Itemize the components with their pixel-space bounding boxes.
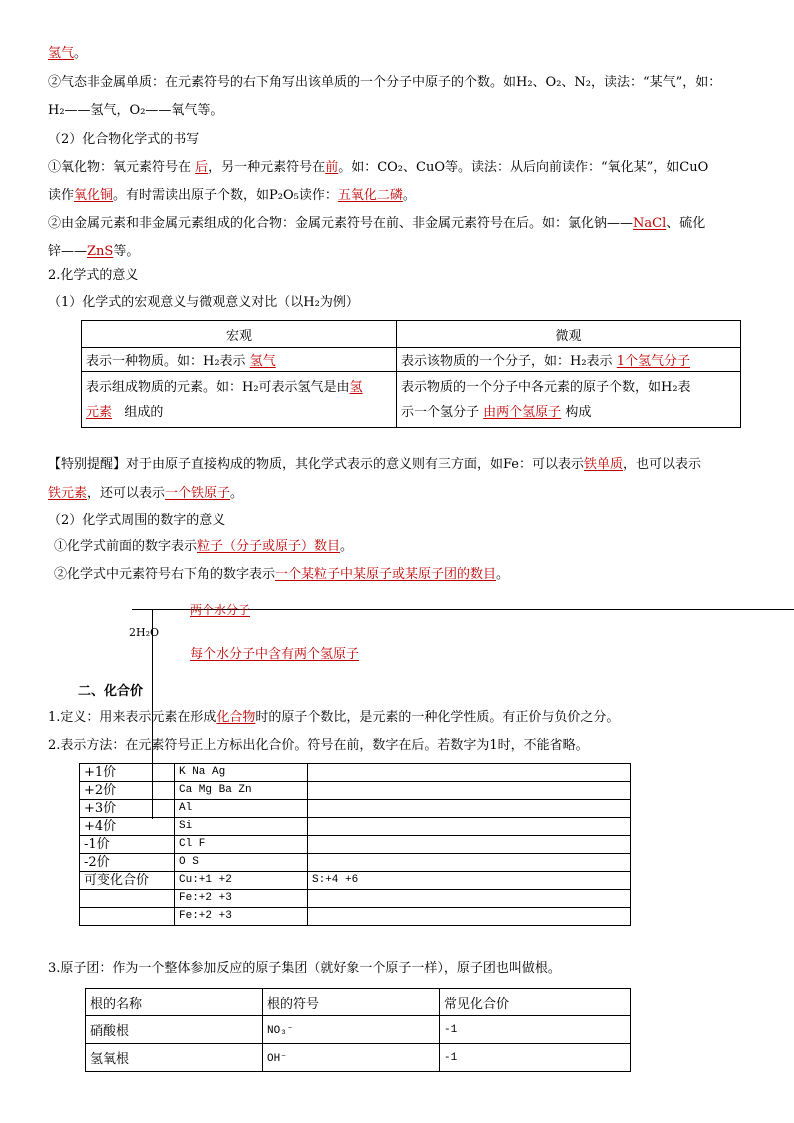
radical-valence: -1	[440, 1016, 631, 1044]
valence-label: +2价	[80, 782, 175, 800]
line-3: H₂——氢气，O₂——氧气等。	[48, 103, 224, 118]
line-5: ①氧化物：氧元素符号在 后，另一种元素符号在前。如：CO₂、CuO等。读法：从后向前读作：“氧化某”，如CuO	[48, 160, 709, 175]
valence-label: 可变化合价	[80, 872, 175, 890]
valence-row	[80, 890, 631, 908]
radical-symbol: OH⁻	[263, 1044, 440, 1072]
valence-row	[80, 836, 631, 854]
valence-elements: K Na Ag	[175, 764, 308, 782]
radical-symbol: NO₃⁻	[263, 1016, 440, 1044]
valence-table	[79, 763, 631, 926]
numbers-title: （2）化学式周围的数字的意义	[48, 513, 226, 528]
answer-nacl: NaCl	[633, 216, 667, 231]
tip-line-2: 铁元素，还可以表示一个铁原子。	[48, 486, 244, 501]
line-2: ②气态非金属单质：在元素符号的右下角写出该单质的一个分子中原子的个数。如H₂、O₂、N₂，读法：“某气”，如：	[48, 75, 722, 90]
valence-elements: Ca Mg Ba Zn	[175, 782, 308, 800]
valence-label: +4价	[80, 818, 175, 836]
valence-label: -1价	[80, 836, 175, 854]
valence-elements: O S	[175, 854, 308, 872]
numbers-line-2: ②化学式中元素符号右下角的数字表示一个某粒子中某原子或某原子团的数目。	[54, 567, 510, 582]
valence-elements: Cl F	[175, 836, 308, 854]
valence-extra	[308, 818, 631, 836]
radicals-intro: 3.原子团：作为一个整体参加反应的原子集团（就好象一个原子一样），原子团也叫做根。	[48, 961, 561, 976]
valence-label	[80, 908, 175, 926]
valence-heading: 二、化合价	[78, 684, 144, 699]
line-6: 读作氧化铜。有时需读出原子个数，如P₂O₅读作：五氧化二磷。	[48, 188, 416, 203]
valence-row	[80, 908, 631, 926]
cell-micro-1: 表示该物质的一个分子，如：H₂表示 1个氢气分子	[397, 348, 741, 372]
cell-macro-1: 表示一种物质。如：H₂表示 氢气	[82, 348, 397, 372]
line-7: ②由金属元素和非金属元素组成的化合物：金属元素符号在前、非金属元素符号在后。如：氯化钠——NaCl、硫化	[48, 216, 706, 231]
meaning-table	[81, 320, 741, 428]
answer-p2o5: 五氧化二磷	[337, 188, 403, 203]
answer-before: 前	[325, 160, 339, 175]
valence-row	[80, 872, 631, 890]
annotation-two-water: 两个水分子	[190, 603, 251, 617]
valence-method: 2.表示方法：在元素符号正上方标出化合价。符号在前，数字在后。若数字为1时，不能省略。	[48, 738, 589, 753]
tip-line-1: 【特别提醒】对于由原子直接构成的物质，其化学式表示的意义则有三方面，如Fe：可以表示铁单质，也可以表示	[48, 457, 702, 472]
valence-row	[80, 764, 631, 782]
answer-copper-oxide: 氧化铜	[74, 188, 114, 203]
valence-extra	[308, 836, 631, 854]
line-9: 2.化学式的意义	[48, 268, 139, 283]
valence-elements: Cu:+1 +2	[175, 872, 308, 890]
radical-name: 氢氧根	[86, 1044, 263, 1072]
line-8: 锌——ZnS等。	[48, 244, 140, 259]
formula-2h2o: 2H₂O	[129, 626, 160, 639]
valence-elements: Al	[175, 800, 308, 818]
valence-extra	[308, 854, 631, 872]
radicals-table	[85, 988, 631, 1072]
numbers-line-1: ①化学式前面的数字表示粒子（分子或原子）数目。	[54, 539, 354, 554]
line-4: （2）化合物化学式的书写	[48, 132, 200, 147]
valence-extra	[308, 908, 631, 926]
line-1: 氢气。	[48, 46, 88, 61]
valence-extra	[308, 800, 631, 818]
valence-row	[80, 782, 631, 800]
valence-extra: S:+4 +6	[308, 872, 631, 890]
radical-valence: -1	[440, 1044, 631, 1072]
cell-macro-2: 表示组成物质的元素。如：H₂可表示氢气是由氢 元素 组成的	[82, 372, 397, 428]
valence-elements: Fe:+2 +3	[175, 890, 308, 908]
answer-zns: ZnS	[87, 244, 114, 259]
valence-elements: Si	[175, 818, 308, 836]
cell-micro-2: 表示物质的一个分子中各元素的原子个数，如H₂表 示一个氢分子 由两个氢原子 构成	[397, 372, 741, 428]
valence-label: +1价	[80, 764, 175, 782]
valence-row	[80, 818, 631, 836]
radicals-header: 根的名称	[86, 989, 263, 1016]
valence-definition: 1.定义：用来表示元素在形成化合物时的原子个数比，是元素的一种化学性质。有正价与负价之分。	[48, 710, 620, 725]
radicals-row	[86, 1044, 631, 1072]
answer-after: 后	[195, 160, 209, 175]
radicals-header: 常见化合价	[440, 989, 631, 1016]
valence-row	[80, 800, 631, 818]
radicals-row	[86, 1016, 631, 1044]
radicals-header: 根的符号	[263, 989, 440, 1016]
annotation-two-hydrogen: 每个水分子中含有两个氢原子	[190, 647, 360, 662]
header-macro: 宏观	[82, 321, 397, 348]
answer-hydrogen: 氢气	[48, 46, 75, 61]
valence-extra	[308, 782, 631, 800]
valence-extra	[308, 764, 631, 782]
valence-extra	[308, 890, 631, 908]
line-10: （1）化学式的宏观意义与微观意义对比（以H₂为例）	[48, 295, 359, 310]
valence-label	[80, 890, 175, 908]
valence-label: +3价	[80, 800, 175, 818]
header-micro: 微观	[397, 321, 741, 348]
valence-row	[80, 854, 631, 872]
valence-label: -2价	[80, 854, 175, 872]
radical-name: 硝酸根	[86, 1016, 263, 1044]
valence-elements: Fe:+2 +3	[175, 908, 308, 926]
radicals-header-row	[86, 989, 631, 1016]
